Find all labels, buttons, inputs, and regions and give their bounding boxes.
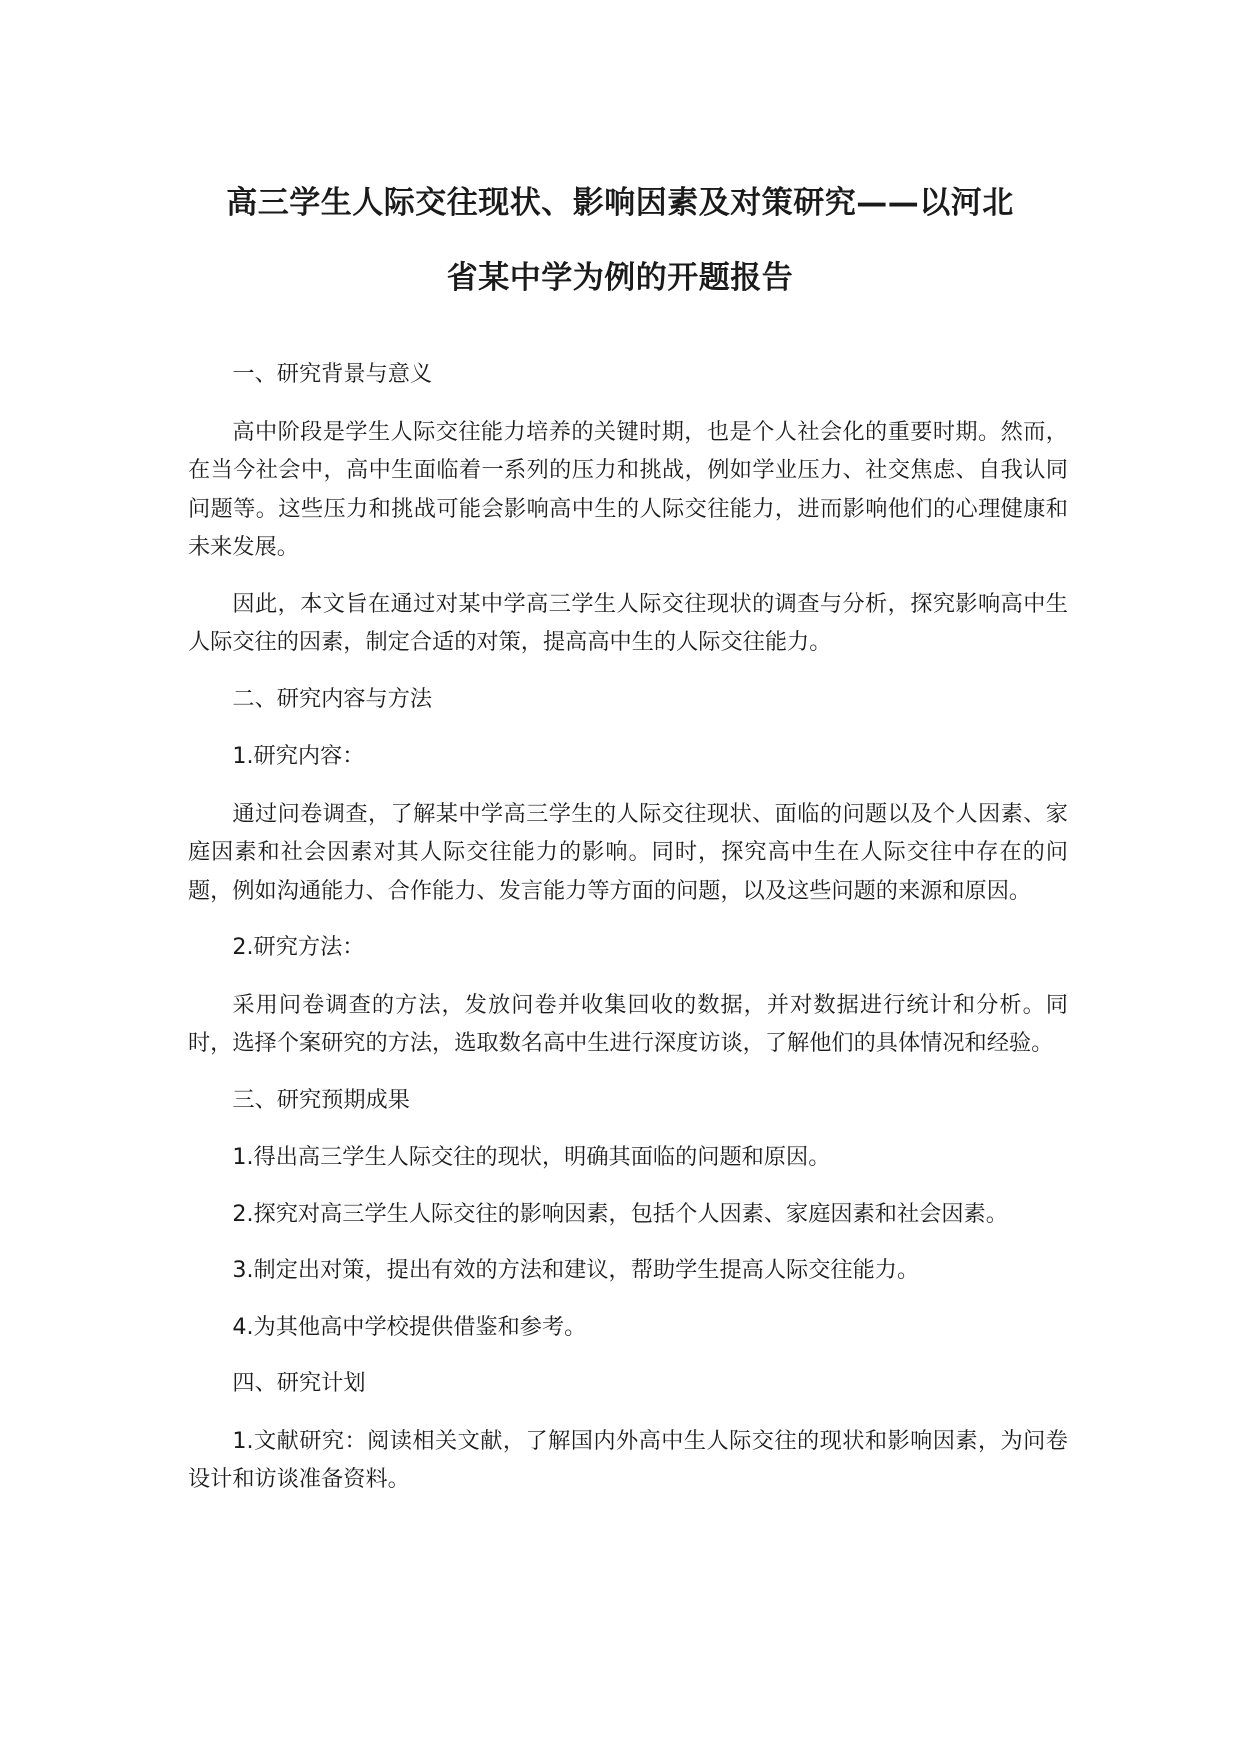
subheading-research-methods: 2.研究方法： — [232, 934, 365, 960]
list-item-plan-1: 1.文献研究：阅读相关文献，了解国内外高中生人际交往的现状和影响因素，为问卷设计和访谈准备资料。 — [188, 1427, 1068, 1492]
list-item-result-3: 3.制定出对策，提出有效的方法和建议，帮助学生提高人际交往能力。 — [232, 1257, 920, 1283]
paragraph-background: 高中阶段是学生人际交往能力培养的关键时期，也是个人社会化的重要时期。然而，在当今社会中，高中生面临着一系列的压力和挑战，例如学业压力、社交焦虑、自我认同问题等。这些压力和挑战可能会影响高中生的人际交往能力，进而影响他们的心理健康和未来发展。 — [188, 418, 1068, 560]
list-item-result-2: 2.探究对高三学生人际交往的影响因素，包括个人因素、家庭因素和社会因素。 — [232, 1200, 1008, 1227]
subheading-research-content: 1.研究内容： — [232, 743, 365, 769]
section-heading-expected-results: 三、研究预期成果 — [232, 1086, 410, 1113]
section-heading-background: 一、研究背景与意义 — [232, 361, 433, 387]
section-heading-content-methods: 二、研究内容与方法 — [232, 685, 433, 712]
document-title-line-2: 省某中学为例的开题报告 — [446, 260, 794, 296]
list-item-result-1: 1.得出高三学生人际交往的现状，明确其面临的问题和原因。 — [232, 1144, 831, 1170]
document-body — [188, 355, 1068, 1517]
document-title-line-1: 高三学生人际交往现状、影响因素及对策研究——以河北 — [226, 185, 1014, 221]
paragraph-purpose: 因此，本文旨在通过对某中学高三学生人际交往现状的调查与分析，探究影响高中生人际交往的因素，制定合适的对策，提高高中生的人际交往能力。 — [188, 590, 1068, 655]
paragraph-research-methods: 采用问卷调查的方法，发放问卷并收集回收的数据，并对数据进行统计和分析。同时，选择个案研究的方法，选取数名高中生进行深度访谈，了解他们的具体情况和经验。 — [188, 991, 1068, 1056]
paragraph-research-content: 通过问卷调查，了解某中学高三学生的人际交往现状、面临的问题以及个人因素、家庭因素和社会因素对其人际交往能力的影响。同时，探究高中生在人际交往中存在的问题，例如沟通能力、合作能力、发言能力等方面的问题，以及这些问题的来源和原因。 — [188, 800, 1068, 904]
list-item-result-4: 4.为其他高中学校提供借鉴和参考。 — [232, 1313, 587, 1340]
section-heading-research-plan: 四、研究计划 — [232, 1370, 366, 1396]
